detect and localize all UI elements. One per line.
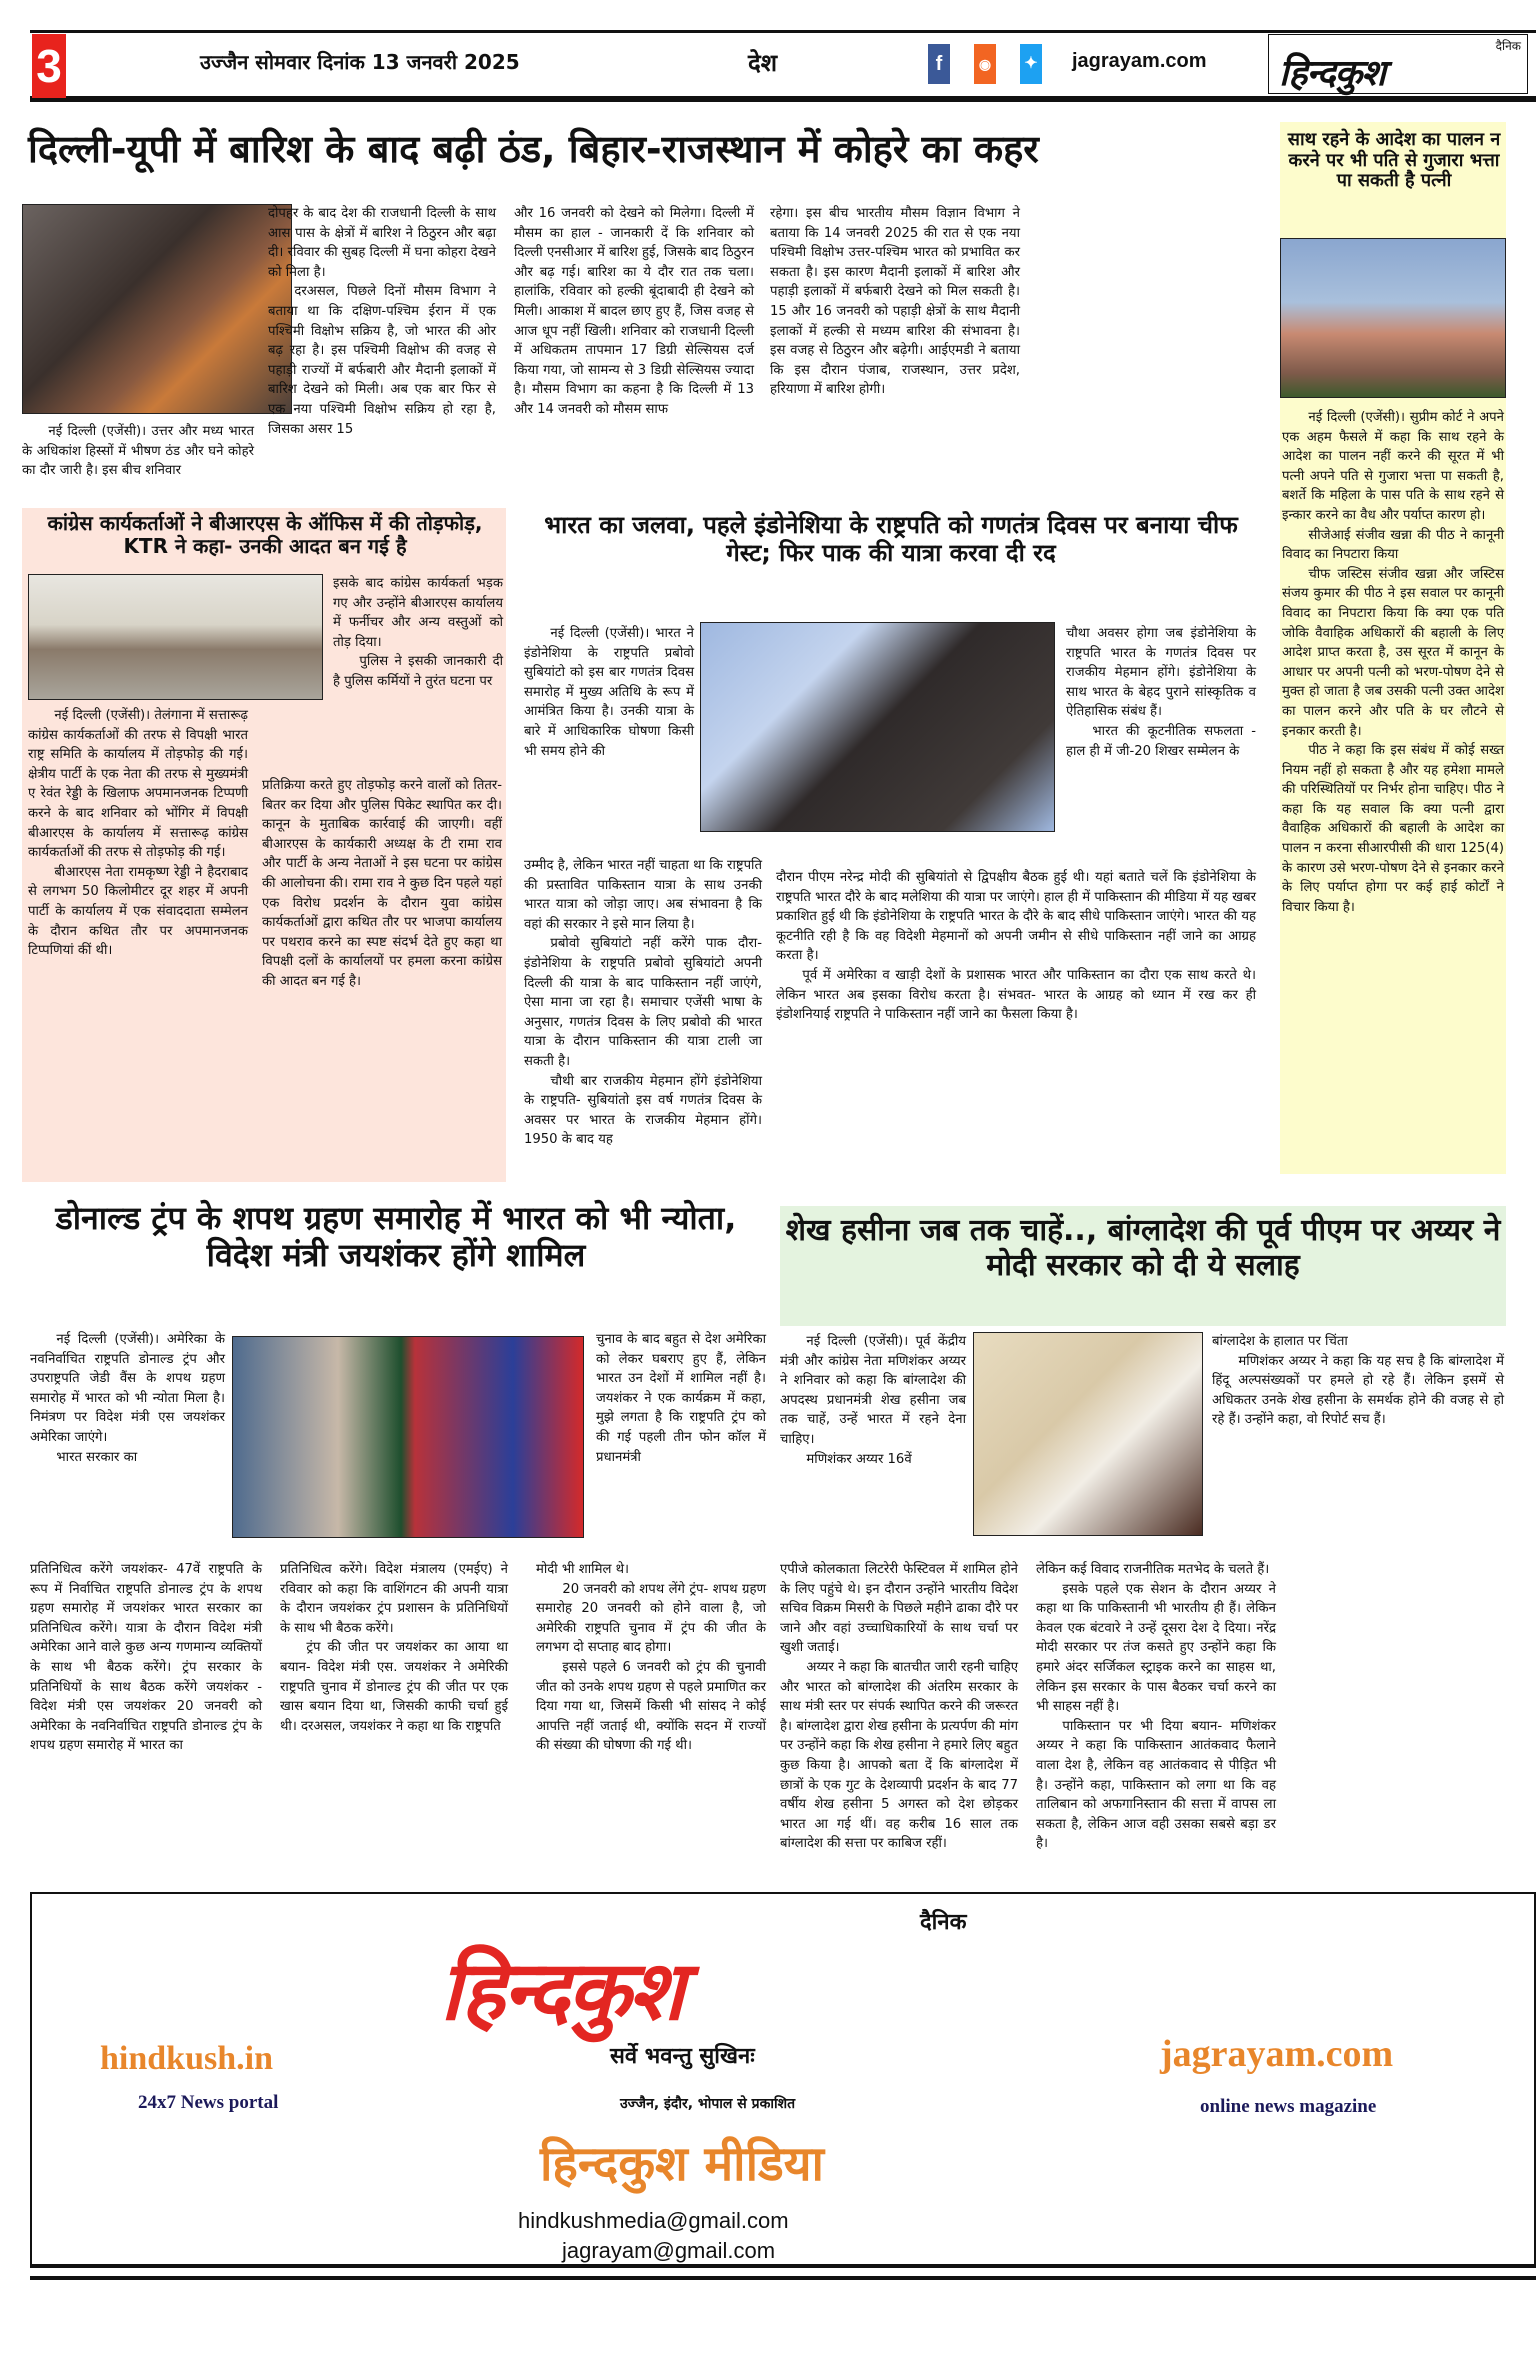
paragraph: मणिशंकर अय्यर ने कहा कि यह सच है कि बांग्लादेश में हिंदू अल्पसंख्यकों पर हमले हो रहे हैं। लेकिन इसमें से अधिकतर उनके शेख हसीना के समर्थक होने की वजह से हो रहे हैं। उन्होंने कहा, वो रिपोर्ट सच हैं। bbox=[1212, 1353, 1504, 1428]
weather-column-4 bbox=[770, 204, 1020, 400]
date-line: उज्जैन सोमवार दिनांक 13 जनवरी 2025 bbox=[200, 50, 520, 74]
paragraph: चौथी बार राजकीय मेहमान होंगे इंडोनेशिया के राष्ट्रपति- सुबियांतो इस वर्ष गणतंत्र दिवस के अवसर पर भारत के राजकीय मेहमान होंगे। 1950 के बाद यह bbox=[524, 1073, 762, 1148]
hasina-right-top bbox=[1212, 1332, 1504, 1430]
indonesia-headline: भारत का जलवा, पहले इंडोनेशिया के राष्ट्रपति को गणतंत्र दिवस पर बनाया चीफ गेस्ट; फिर पाक की यात्रा करवा दी रद bbox=[544, 511, 1238, 567]
indonesia-left-narrow bbox=[524, 624, 694, 761]
hasina-left-narrow bbox=[780, 1332, 966, 1469]
trump-left-narrow bbox=[30, 1330, 225, 1467]
paragraph: नई दिल्ली (एजेंसी)। उत्तर और मध्य भारत के अधिकांश हिस्सों में भीषण ठंड और घने कोहरे का दौर जारी है। इस बीच शनिवार bbox=[22, 424, 254, 479]
indonesia-left-wide bbox=[524, 856, 762, 1150]
congress-column-2 bbox=[262, 776, 502, 992]
site-url-link[interactable]: jagrayam.com bbox=[1072, 50, 1207, 72]
rss-icon[interactable]: ◉ bbox=[974, 44, 996, 84]
brs-office-photo bbox=[28, 574, 323, 700]
twitter-icon[interactable]: ✦ bbox=[1020, 44, 1042, 84]
paragraph: 20 जनवरी को शपथ लेंगे ट्रंप- शपथ ग्रहण समारोह 20 जनवरी को होने वाला है, जो अमेरिकी राष्ट्रपति चुनाव में ट्रंप की जीत के लगभग दो सप्ताह बाद होगा। bbox=[536, 1581, 766, 1656]
paragraph: पाकिस्तान पर भी दिया बयान- मणिशंकर अय्यर ने कहा कि पाकिस्तान आतंकवाद फैलाने वाला देश है, लेकिन वह आतंकवाद से पीड़ित भी है। उन्होंने कहा, पाकिस्तान को लगा था कि वह तालिबान को अफगानिस्तान की सत्ता में वापस ला सकता है, लेकिन आज वही उसका सबसे बड़ा डर है। bbox=[1036, 1718, 1276, 1852]
logo-name-text: हिन्दकुश bbox=[1279, 53, 1385, 94]
weather-column-2 bbox=[268, 204, 496, 439]
weather-headline: दिल्ली-यूपी में बारिश के बाद बढ़ी ठंड, बिहार-राजस्थान में कोहरे का कहर bbox=[28, 127, 1039, 171]
paragraph: इसके बाद कांग्रेस कार्यकर्ता भड़क गए और उन्होंने बीआरएस कार्यालय में फर्नीचर और अन्य वस्तुओं को तोड़ दिया। bbox=[333, 576, 503, 650]
paragraph: उम्मीद है, लेकिन भारत नहीं चाहता था कि राष्ट्रपति की प्रस्तावित पाकिस्तान यात्रा के साथ उनकी भारत यात्रा को जोड़ा जाए। अब संभावना है कि वहां की सरकार ने इसे मान लिया है। bbox=[524, 858, 762, 932]
ad-logo: हिन्दकुश bbox=[440, 1944, 683, 2039]
trump-right-narrow bbox=[596, 1330, 766, 1467]
jaishankar-trump-photo bbox=[232, 1336, 584, 1538]
paragraph: ट्रंप की जीत पर जयशंकर का आया था बयान- विदेश मंत्री एस. जयशंकर ने अमेरिकी राष्ट्रपति चुनाव में डोनाल्ड ट्रंप की जीत पर एक खास बयान दिया था, जिसकी काफी चर्चा हुई थी। दरअसल, जयशंकर ने कहा था कि राष्ट्रपति bbox=[280, 1640, 508, 1734]
congress-headline: कांग्रेस कार्यकर्ताओं ने बीआरएस के ऑफिस में की तोड़फोड़, KTR ने कहा- उनकी आदत बन गई है bbox=[47, 511, 483, 558]
hasina-column-1 bbox=[780, 1560, 1018, 1854]
prabowo-photo bbox=[700, 622, 1055, 832]
ad-right-site[interactable]: jagrayam.com bbox=[1160, 2033, 1394, 2075]
ad-left-site[interactable]: hindkush.in bbox=[100, 2040, 273, 2077]
paragraph: अय्यर ने कहा कि बातचीत जारी रहनी चाहिए और भारत को बांग्लादेश की अंतरिम सरकार के साथ मंत्री स्तर पर संपर्क स्थापित करने की जरूरत है। बांग्लादेश द्वारा शेख हसीना के प्रत्यर्पण की मांग पर उन्होंने कहा कि शेख हसीना ने हमारे लिए बहुत कुछ किया है। आपको बता दें कि बांग्लादेश में छात्रों के एक गुट के देशव्यापी प्रदर्शन के बाद 77 वर्षीय शेख हसीना 5 अगस्त को देश छोड़कर भारत आ गई थीं। वह करीब 16 साल तक बांग्लादेश की सत्ता पर काबिज रहीं। bbox=[780, 1659, 1018, 1852]
paragraph: इसके पहले एक सेशन के दौरान अय्यर ने कहा था कि पाकिस्तानी भी भारतीय ही हैं। लेकिन केवल एक बंटवारे ने उन्हें दूसरा देश दे दिया। नरेंद्र मोदी सरकार पर तंज कसते हुए उन्होंने कहा कि हमारे अंदर सर्जिकल स्ट्राइक करने का साहस था, लेकिन इस सरकार के पास बैठकर चर्चा करने का भी साहस नहीं है। bbox=[1036, 1581, 1276, 1715]
ad-left-tagline: 24x7 News portal bbox=[138, 2092, 279, 2113]
trump-column-2 bbox=[280, 1560, 508, 1736]
indonesia-right-wide bbox=[776, 868, 1256, 1025]
paragraph: और 16 जनवरी को देखने को मिलेगा। दिल्ली में मौसम का हाल - जानकारी दें कि शनिवार को दिल्ली एनसीआर में बारिश हुई, जिसके बाद ठिठुरन और बढ़ गई। बारिश का ये दौर रात तक चला। हालांकि, रविवार को हल्की बूंदाबादी ही देखने को मिली। आकाश में बादल छाए हुए हैं, जिस वजह से आज धूप नहीं खिली। शनिवार को राजधानी दिल्ली में अधिकतम तापमान 17 डिग्री सेल्सियस दर्ज किया गया, जो सामन्य से 3 डिग्री सेल्सियस ज्यादा है। मौसम विभाग का कहना है कि दिल्ली में 13 और 14 जनवरी को मौसम साफ bbox=[514, 206, 754, 417]
paragraph: लेकिन कई विवाद राजनीतिक मतभेद के चलते हैं। bbox=[1036, 1562, 1270, 1577]
logo-daily-text: दैनिक bbox=[1495, 39, 1521, 53]
ad-motto: सर्वे भवन्तु सुखिनः bbox=[610, 2044, 755, 2069]
weather-photo bbox=[22, 204, 292, 414]
court-headline: साथ रहने के आदेश का पालन न करने पर भी पति से गुजारा भत्ता पा सकती है पत्नी bbox=[1287, 129, 1501, 192]
paragraph: पूर्व में अमेरिका व खाड़ी देशों के प्रशासक भारत और पाकिस्तान का दौरा एक साथ करते थे। लेकिन भारत अब इसका विरोध करता है। संभवत- भारत के आग्रह को ध्यान में रख कर ही इंडोशनियाई राष्ट्रपति ने पाकिस्तान नहीं जाने का फैसला किया है। bbox=[776, 967, 1256, 1023]
court-body bbox=[1282, 408, 1504, 917]
paragraph: दोपहर के बाद देश की राजधानी दिल्ली के साथ आस पास के क्षेत्रों में बारिश ने ठिठुरन और बढ़ा दी। रविवार की सुबह दिल्ली में घना कोहरा देखने को मिला है। bbox=[268, 206, 496, 280]
paragraph: एपीजे कोलकाता लिटरेरी फेस्टिवल में शामिल होने के लिए पहुंचे थे। इन दौरान उन्होंने भारतीय विदेश सचिव विक्रम मिसरी के पिछले महीने ढाका दौरे पर जाने और वहां उच्चाधिकारियों के साथ चर्चा पर खुशी जताई। bbox=[780, 1562, 1018, 1656]
ad-cities: उज्जैन, इंदौर, भोपाल से प्रकाशित bbox=[620, 2096, 796, 2112]
paragraph: प्रबोवो सुबियांटो नहीं करेंगे पाक दौरा- इंडोनेशिया के राष्ट्रपति प्रबोवो सुबियांटो अपनी दिल्ली की यात्रा के बाद पाकिस्तान नहीं जाएंगे, ऐसा माना जा रहा है। समाचार एजेंसी भाषा के अनुसार, गणतंत्र दिवस के लिए प्रबोवो की भारत यात्रा के दौरान पाकिस्तान की यात्रा टाली जा सकती है। bbox=[524, 936, 762, 1069]
weather-column-3 bbox=[514, 204, 754, 420]
paragraph: प्रतिक्रिया करते हुए तोड़फोड़ करने वालों को तितर-बितर कर दिया और पुलिस पिकेट स्थापित कर दी। कानून के मुताबिक कार्रवाई की जाएगी। वहीं बीआरएस के कार्यकारी अध्यक्ष के टी रामा राव और पार्टी के अन्य नेताओं ने इस घटना पर कांग्रेस की आलोचना की। रामा राव ने कुछ दिन पहले यहां एक विरोध प्रदर्शन के दौरान युवा कांग्रेस कार्यकर्ताओं द्वारा कथित तौर पर भाजपा कार्यालय पर पथराव करने का स्पष्ट संदर्भ देते हुए कहा था विपक्षी दलों के कार्यालयों पर हमला करना कांग्रेस की आदत बन गई है। bbox=[262, 778, 502, 989]
paragraph: नई दिल्ली (एजेंसी)। पूर्व केंद्रीय मंत्री और कांग्रेस नेता मणिशंकर अय्यर ने शनिवार को कहा कि बांग्लादेश की अपदस्थ प्रधानमंत्री शेख हसीना जब तक चाहें, उन्हें भारत में रहने देना चाहिए। bbox=[780, 1334, 966, 1447]
paragraph: पीठ ने कहा कि इस संबंध में कोई सख्त नियम नहीं हो सकता है और यह हमेशा मामले की परिस्थितियों पर निर्भर होना चाहिए। पीठ ने कहा कि यह सवाल कि क्या पत्नी द्वारा वैवाहिक अधिकारों की बहाली के आदेश का पालन न करना सीआरपीसी की धारा 125(4) के कारण उसे भरण-पोषण देने से इनकार करने के लिए पर्याप्त होगा पर कई हाई कोर्टों ने विचार किया है। bbox=[1282, 743, 1504, 915]
paragraph: चौथा अवसर होगा जब इंडोनेशिया के राष्ट्रपति भारत के गणतंत्र दिवस पर राजकीय मेहमान होंगे। इंडोनेशिया के साथ भारत के बेहद पुराने सांस्कृतिक व ऐतिहासिक संबंध हैं। bbox=[1066, 626, 1256, 720]
paragraph: इससे पहले 6 जनवरी को ट्रंप की चुनावी जीत को उनके शपथ ग्रहण से पहले प्रमाणित कर दिया गया था, जिसमें किसी भी सांसद ने कोई आपत्ति नहीं जताई थी, क्योंकि सदन में राज्यों की संख्या की घोषणा की गई थी। bbox=[536, 1659, 766, 1754]
paragraph: मोदी भी शामिल थे। bbox=[536, 1562, 630, 1577]
hasina-headline: शेख हसीना जब तक चाहें.., बांग्लादेश की पूर्व पीएम पर अय्यर ने मोदी सरकार को दी ये सलाह bbox=[785, 1213, 1501, 1283]
paragraph: दरअसल, पिछले दिनों मौसम विभाग ने बताया था कि दक्षिण-पश्चिम ईरान में एक पश्चिमी विक्षोभ सक्रिय है, जो भारत की ओर बढ़ रहा है। इस पश्चिमी विक्षोभ की वजह से पहाड़ी राज्यों में बर्फबारी और मैदानी इलाकों में बारिश देखने को मिली। अब एक बार फिर से एक नया पश्चिमी विक्षोभ सक्रिय हो रहा है, जिसका असर 15 bbox=[268, 284, 496, 437]
footer-rule bbox=[30, 2276, 1536, 2280]
congress-column-1 bbox=[28, 706, 248, 961]
ad-daily-text: दैनिक bbox=[920, 1910, 967, 1935]
paragraph: प्रतिनिधित्व करेंगे जयशंकर- 47वें राष्ट्रपति के रूप में निर्वाचित राष्ट्रपति डोनाल्ड ट्रंप के शपथ ग्रहण समारोह में जयशंकर भारत सरकार का प्रतिनिधित्व करेंगे। यात्रा के दौरान विदेश मंत्री अमेरिका आने वाले कुछ अन्य गणमान्य व्यक्तियों के साथ भी बैठक करेंगे। ट्रंप सरकार के प्रतिनिधियों के साथ बैठक करेंगे जयशंकर - विदेश मंत्री एस जयशंकर 20 जनवरी को अमेरिका के नवनिर्वाचित राष्ट्रपति डोनाल्ड ट्रंप के शपथ ग्रहण समारोह में भारत का bbox=[30, 1562, 262, 1754]
ad-email-1[interactable]: hindkushmedia@gmail.com bbox=[518, 2208, 789, 2233]
supreme-court-photo bbox=[1280, 238, 1506, 398]
newspaper-logo bbox=[1268, 34, 1528, 94]
paragraph: चीफ जस्टिस संजीव खन्ना और जस्टिस संजय कुमार की पीठ ने इस सवाल पर कानूनी विवाद का निपटारा किया कि क्या एक पति जोकि वैवाहिक अधिकारों की बहाली के लिए आदेश प्राप्त करता है, उस सूरत में कानून के आधार पर अपनी पत्नी को भरण-पोषण देने से मुक्त हो जाता है जब उसकी पत्नी उक्त आदेश का पालन करने और पति के घर लौटने से इनकार करती है। bbox=[1282, 566, 1504, 739]
paragraph: मणिशंकर अय्यर 16वें bbox=[806, 1451, 912, 1467]
paragraph: नई दिल्ली (एजेंसी)। भारत ने इंडोनेशिया के राष्ट्रपति प्रबोवो सुबियांटो को इस बार गणतंत्र दिवस समारोह में मुख्य अतिथि के रूप में आमंत्रित किया है। उनकी यात्रा के बारे में आधिकारिक घोषणा किसी भी समय होने की bbox=[524, 626, 694, 759]
ad-email-2[interactable]: jagrayam@gmail.com bbox=[562, 2238, 776, 2263]
paragraph: नई दिल्ली (एजेंसी)। तेलंगाना में सत्तारूढ़ कांग्रेस कार्यकर्ताओं की तरफ से विपक्षी भारत राष्ट्र समिति के कार्यालय में तोड़फोड़ की गई। क्षेत्रीय पार्टी के एक नेता की तरफ से मुख्यमंत्री ए रेवंत रेड्डी के खिलाफ अपमानजनक टिप्पणी करने के बाद शनिवार को भोंगिर में विपक्षी बीआरएस के कार्यालय में सत्तारूढ़ कांग्रेस कार्यकर्ताओं की तरफ से तोड़फोड़ की गई। bbox=[28, 708, 248, 861]
facebook-icon[interactable]: f bbox=[928, 44, 950, 84]
trump-column-3 bbox=[536, 1560, 766, 1756]
paragraph: प्रतिनिधित्व करेंगे। विदेश मंत्रालय (एमईए) ने रविवार को कहा कि वाशिंगटन की अपनी यात्रा के दौरान जयशंकर ट्रंप प्रशासन के प्रतिनिधियों के साथ भी बैठक करेंगे। bbox=[280, 1562, 508, 1636]
page-number-badge: 3 bbox=[32, 34, 66, 98]
paragraph: नई दिल्ली (एजेंसी)। सुप्रीम कोर्ट ने अपने एक अहम फैसले में कहा कि साथ रहने के आदेश का पालन नहीं करने की सूरत में भी पत्नी अपने पति से गुजारा भत्ता पा सकती है, बशर्ते कि महिला के पास पति के साथ रहने से इन्कार करने का वैध और पर्याप्त कारण हो। bbox=[1282, 410, 1504, 523]
paragraph: रहेगा। इस बीच भारतीय मौसम विज्ञान विभाग ने बताया कि 14 जनवरी 2025 की रात से एक नया पश्चिमी विक्षोभ उत्तर-पश्चिम भारत को प्रभावित कर सकता है। इस कारण मैदानी इलाकों में बारिश और पहाड़ी इलाकों में बर्फबारी देखने को मिल सकती है। 15 और 16 जनवरी को पहाड़ी क्षेत्रों के साथ मैदानी इलाकों में हल्की से मध्यम बारिश की संभावना है। इस वजह से ठिठुरन और बढ़ेगी। आईएमडी ने बताया कि इस दौरान पंजाब, राजस्थान, उत्तर प्रदेश, हरियाणा में बारिश होगी। bbox=[770, 206, 1020, 398]
paragraph: बीआरएस नेता रामकृष्ण रेड्डी ने हैदराबाद से लगभग 50 किलोमीटर दूर शहर में अपनी पार्टी के कार्यालय में एक संवाददाता सम्मेलन के दौरान कथित तौर पर अपमानजनक टिप्पणियां कीं थी। bbox=[28, 864, 248, 959]
paragraph: भारत की कूटनीतिक सफलता - हाल ही में जी-20 शिखर सम्मेलन के bbox=[1066, 723, 1256, 759]
paragraph: दौरान पीएम नरेन्द्र मोदी की सुबियांतो से द्विपक्षीय बैठक हुई थी। यहां बताते चलें कि इंडोनेशिया के राष्ट्रपति भारत दौरे के बाद मलेशिया की यात्रा पर जाएंगे। हाल ही में पाकिस्तान की मीडिया में यह खबर प्रकाशित हुई थी कि इंडोनेशिया के राष्ट्रपति भारत के दौरे के बाद सीधे पाकिस्तान जाएंगे। भारत की यह कूटनीति रही है कि वह विदेशी मेहमानों को अपनी जमीन से सीधे पाकिस्तान नहीं जाने का आग्रह करता है। bbox=[776, 870, 1256, 964]
weather-column-1 bbox=[22, 422, 254, 481]
paragraph: पुलिस ने इसकी जानकारी दी है पुलिस कर्मियों ने तुरंत घटना पर bbox=[333, 654, 503, 689]
hasina-column-2 bbox=[1036, 1560, 1276, 1854]
subheading: बांग्लादेश के हालात पर चिंता bbox=[1212, 1334, 1348, 1349]
paragraph: चुनाव के बाद बहुत से देश अमेरिका को लेकर घबराए हुए हैं, लेकिन भारत उन देशों में शामिल नहीं है। जयशंकर ने एक कार्यक्रम में कहा, मुझे लगता है कि राष्ट्रपति ट्रंप को की गई पहली तीन फोन कॉल में प्रधानमंत्री bbox=[596, 1332, 766, 1465]
paragraph: भारत सरकार का bbox=[56, 1449, 138, 1465]
indonesia-right-narrow bbox=[1066, 624, 1256, 761]
ad-right-tagline: online news magazine bbox=[1200, 2096, 1377, 2117]
trump-headline: डोनाल्ड ट्रंप के शपथ ग्रहण समारोह में भारत को भी न्योता, विदेश मंत्री जयशंकर होंगे शामिल bbox=[55, 1199, 737, 1274]
aiyar-photo bbox=[973, 1332, 1203, 1536]
congress-right-top bbox=[333, 574, 503, 692]
trump-column-1 bbox=[30, 1560, 262, 1756]
paragraph: नई दिल्ली (एजेंसी)। अमेरिका के नवनिर्वाचित राष्ट्रपति डोनाल्ड ट्रंप और उपराष्ट्रपति जेडी वैंस के शपथ ग्रहण समारोह में भारत को भी न्योता मिला है। निमंत्रण पर विदेश मंत्री एस जयशंकर अमेरिका जाएंगे। bbox=[30, 1332, 225, 1445]
subheading: सीजेआई संजीव खन्ना की पीठ ने कानूनी विवाद का निपटारा किया bbox=[1282, 527, 1504, 563]
section-label: देश bbox=[748, 49, 778, 77]
ad-media-brand: हिन्दकुश मीडिया bbox=[540, 2136, 824, 2192]
